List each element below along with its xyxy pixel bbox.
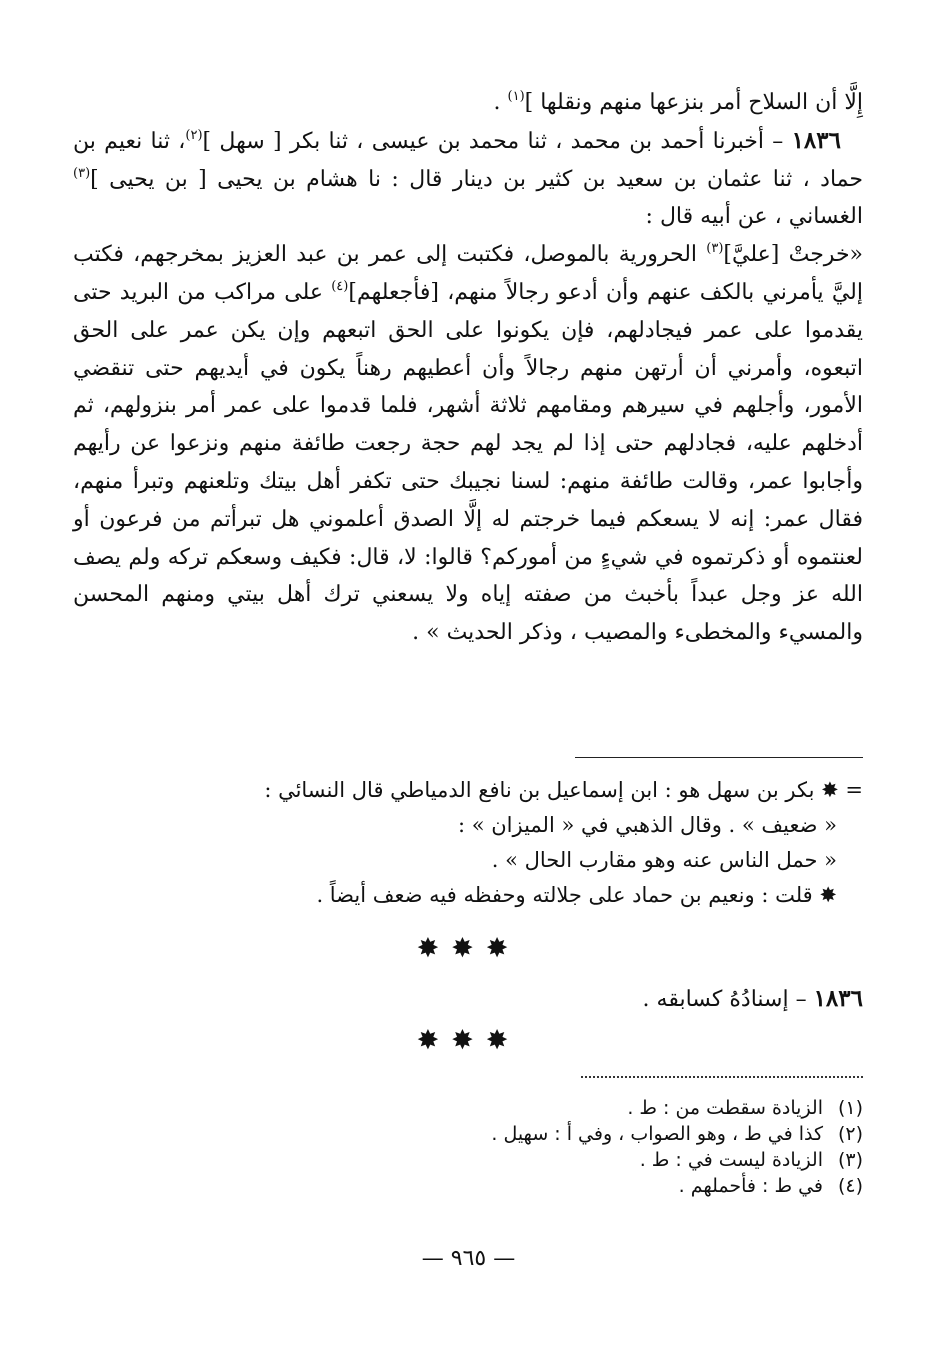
footnote: (٢)كذا في ط ، وهو الصواب ، وفي أ : سهيل .	[491, 1123, 863, 1145]
footnote: (١)الزيادة سقطت من : ط .	[627, 1097, 863, 1119]
main-text	[73, 84, 863, 652]
annotation-line: « حمل الناس عنه وهو مقارب الحال » .	[491, 848, 837, 872]
annotation-line: ✸ قلت : ونعيم بن حماد على جلالته وحفظه فيه ضعف أيضاً .	[316, 883, 837, 907]
star-icon: ✸	[819, 883, 837, 907]
footnote-divider	[581, 1076, 863, 1078]
paragraph-continuation: إِلَّا أن السلاح أمر بنزعها منهم ونقلها ]$^{(١)}$ .	[493, 89, 863, 115]
annotation-block	[73, 773, 863, 913]
footnote-ref: (٢)	[185, 127, 203, 143]
paragraph-matn: «خرجتْ [عليَّ]$^{(٣)}$ الحرورية بالموصل، فكتبت إلى عمر بن عبد العزيز بمخرجهم، فكتب إليَّ يأمرني بالكف عنهم وأن أدعو رجالاً منهم، [فأجعلهم]$^{(٤)}$ على مراكب من البريد حتى يقدموا على عمر فيجادلهم، فإن يكونوا على الحق اتبعهم وإن يكن عمر على الحق اتبعوه، وأمرني أن أرتهن منهم رجالاً وأن أعطيهم رهناً يكون في أيديهم حتى تنقضي الأمور، وأجلهم في سيرهم ومقامهم ثلاثة أشهر، فلما قدموا على عمر أمر بنزولهم، ثم أدخلهم عليه، فجادلهم حتى إذا لم يجد لهم حجة رجعت طائفة منهم ونزعوا عن رأيهم وأجابوا عمر، وقالت طائفة منهم: لسنا نجيبك حتى تكفر أهل بيتك وتلعنهم وتبرأ منهم، فقال عمر: إنه لا يسعكم فيما خرجتم له إلَّا الصدق أعلموني هل تبرأتم من فرعون أو لعنتموه أو ذكرتموه في شيءٍ من أموركم؟ قالوا: لا، قال: فكيف وسعكم تركه ولم يصف الله عز وجل عبداً بأخبث من صفته إياه ولا يسعني ترك أهل بيتي ومنهم المحسن والمسيء والمخطىء والمصيب ، وذكر الحديث » .	[73, 241, 863, 646]
paragraph-isnad: ١٨٣٦ – أخبرنا أحمد بن محمد ، ثنا محمد بن عيسى ، ثنا بكر [ سهل ]$^{(٢)}$، ثنا نعيم بن حماد ، ثنا عثمان بن سعيد بن كثير بن دينار قال : نا هشام بن يحيى [ بن يحيى ]$^{(٣)}$ الغساني ، عن أبيه قال :	[73, 126, 863, 230]
footnotes	[491, 1095, 863, 1199]
footnote: (٤)في ط : فأحملهم .	[678, 1175, 863, 1197]
hadith-1836-section: ١٨٣٦ – إسنادُهُ كسابقه .	[642, 985, 863, 1012]
hadith-number: ١٨٣٦	[791, 126, 841, 154]
footnote-ref: (٣)	[706, 241, 724, 257]
page-number: — ٩٦٥ —	[421, 1246, 516, 1271]
footnote-ref: (٣)	[73, 165, 91, 181]
footnote-ref: (٤)	[331, 278, 349, 294]
star-separator: ✸✸✸	[416, 933, 521, 964]
footnote-ref: (١)	[507, 89, 525, 104]
star-icon: ✸	[821, 778, 839, 802]
star-separator: ✸✸✸	[416, 1025, 521, 1056]
footnote: (٣)الزيادة ليست في : ط .	[639, 1149, 863, 1171]
annotation-line: = ✸ بكر بن سهل هو : ابن إسماعيل بن نافع الدمياطي قال النسائي :	[264, 778, 863, 802]
annotation-divider	[575, 757, 863, 758]
hadith-number: ١٨٣٦	[813, 985, 863, 1012]
annotation-line: « ضعيف » . وقال الذهبي في « الميزان » :	[457, 813, 837, 837]
